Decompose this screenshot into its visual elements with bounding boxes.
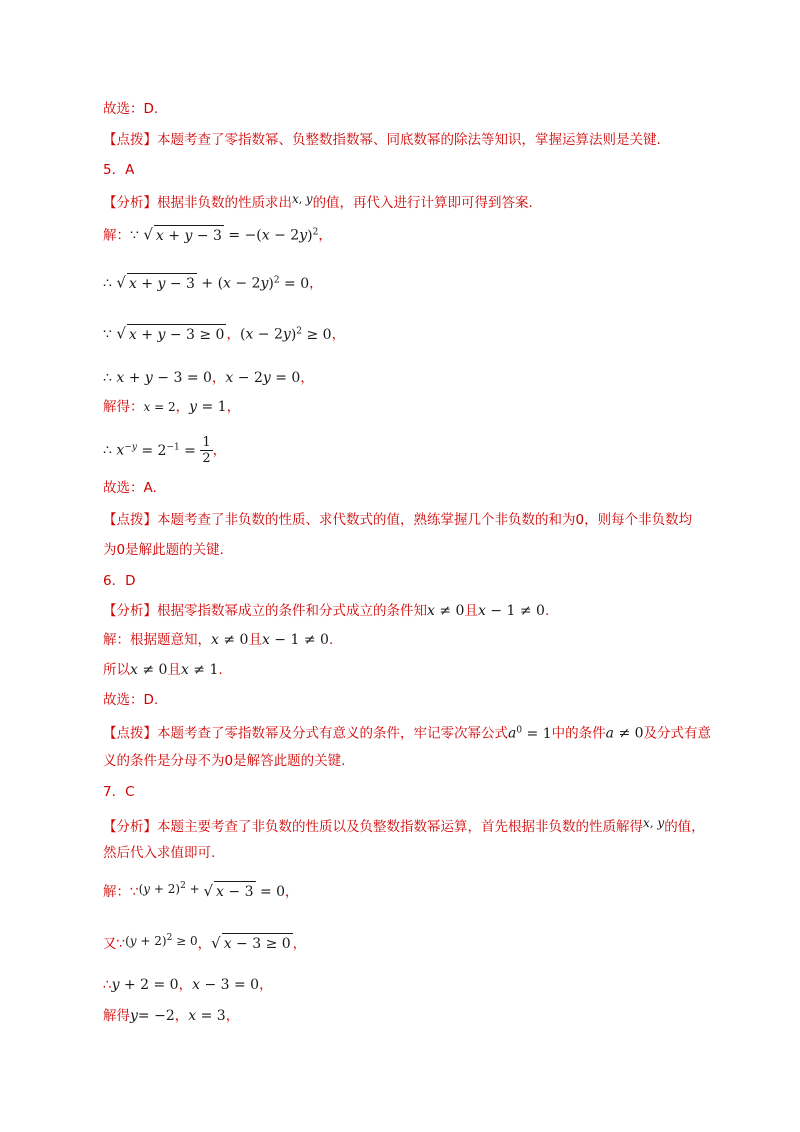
math-line: 【分析】本题主要考查了非负数的性质以及负整数指数幂运算，首先根据非负数的性质解得x, y的值， [103,816,705,835]
text-line: 【分析】根据非负数的性质求出x, y的值，再代入进行计算即可得到答案. [103,192,533,211]
math-line: 所以x ≠ 0且x ≠ 1. [103,662,223,678]
text-line: 故选：D. [103,101,159,117]
math-line: 【点拨】本题考查了零指数幂及分式有意义的条件，牢记零次幂公式$a^0 = 1$中的条件a ≠ 0及分式有意 [103,725,712,742]
text-line: 然后代入求值即可. [103,845,216,861]
text-line: 故选：D. [103,692,159,708]
text-line: 【点拨】本题考查了非负数的性质、求代数式的值，熟练掌握几个非负数的和为0，则每个非负数均 [103,512,693,528]
math-line: ∴ $x^{-y} = 2^{-1}$ = $\frac{1}{2}$ ， [103,435,227,467]
math-line: 又∵(y + 2)$^2$ ≥ 0，√ x − 3 ≥ 0 ， [103,933,307,952]
math-line: ∴y + 2 = 0，x − 3 = 0， [103,977,273,993]
math-line: 解得y= −2，x = 3， [103,1008,240,1024]
text-line: 故选：A. [103,480,157,496]
text-line: 5．A [103,162,135,178]
text-line: 7．C [103,784,135,800]
text-line: 6．D [103,573,136,589]
math-line: 解得：x = 2，y = 1， [103,399,241,415]
text-line: 【点拨】本题考查了零指数幂、负整数指数幂、同底数幂的除法等知识，掌握运算法则是关键. [103,132,661,148]
math-line: ∴ x + y − 3 = 0，x − 2y = 0， [103,370,314,386]
text-line: 义的条件是分母不为0是解答此题的关键. [103,753,346,769]
math-line: ∴ √ $x + y - 3 + (x - 2y)^2 = 0$， [103,273,323,292]
text-line: 为0是解此题的关键. [103,542,224,558]
math-line: 解：∵(y + 2)$^2$ + √ x − 3 = 0， [103,881,299,900]
math-line: 解：∵ √ $x + y - 3 = -(x - 2y)^2$， [103,225,332,244]
math-line: 【分析】根据零指数幂成立的条件和分式成立的条件知x ≠ 0且x − 1 ≠ 0. [103,603,550,619]
math-line: ∵ √ x + y − 3 ≥ 0 ，$(x - 2y)^2 \ge 0$， [103,324,346,343]
math-line: 解：根据题意知，x ≠ 0且x − 1 ≠ 0. [103,632,334,648]
